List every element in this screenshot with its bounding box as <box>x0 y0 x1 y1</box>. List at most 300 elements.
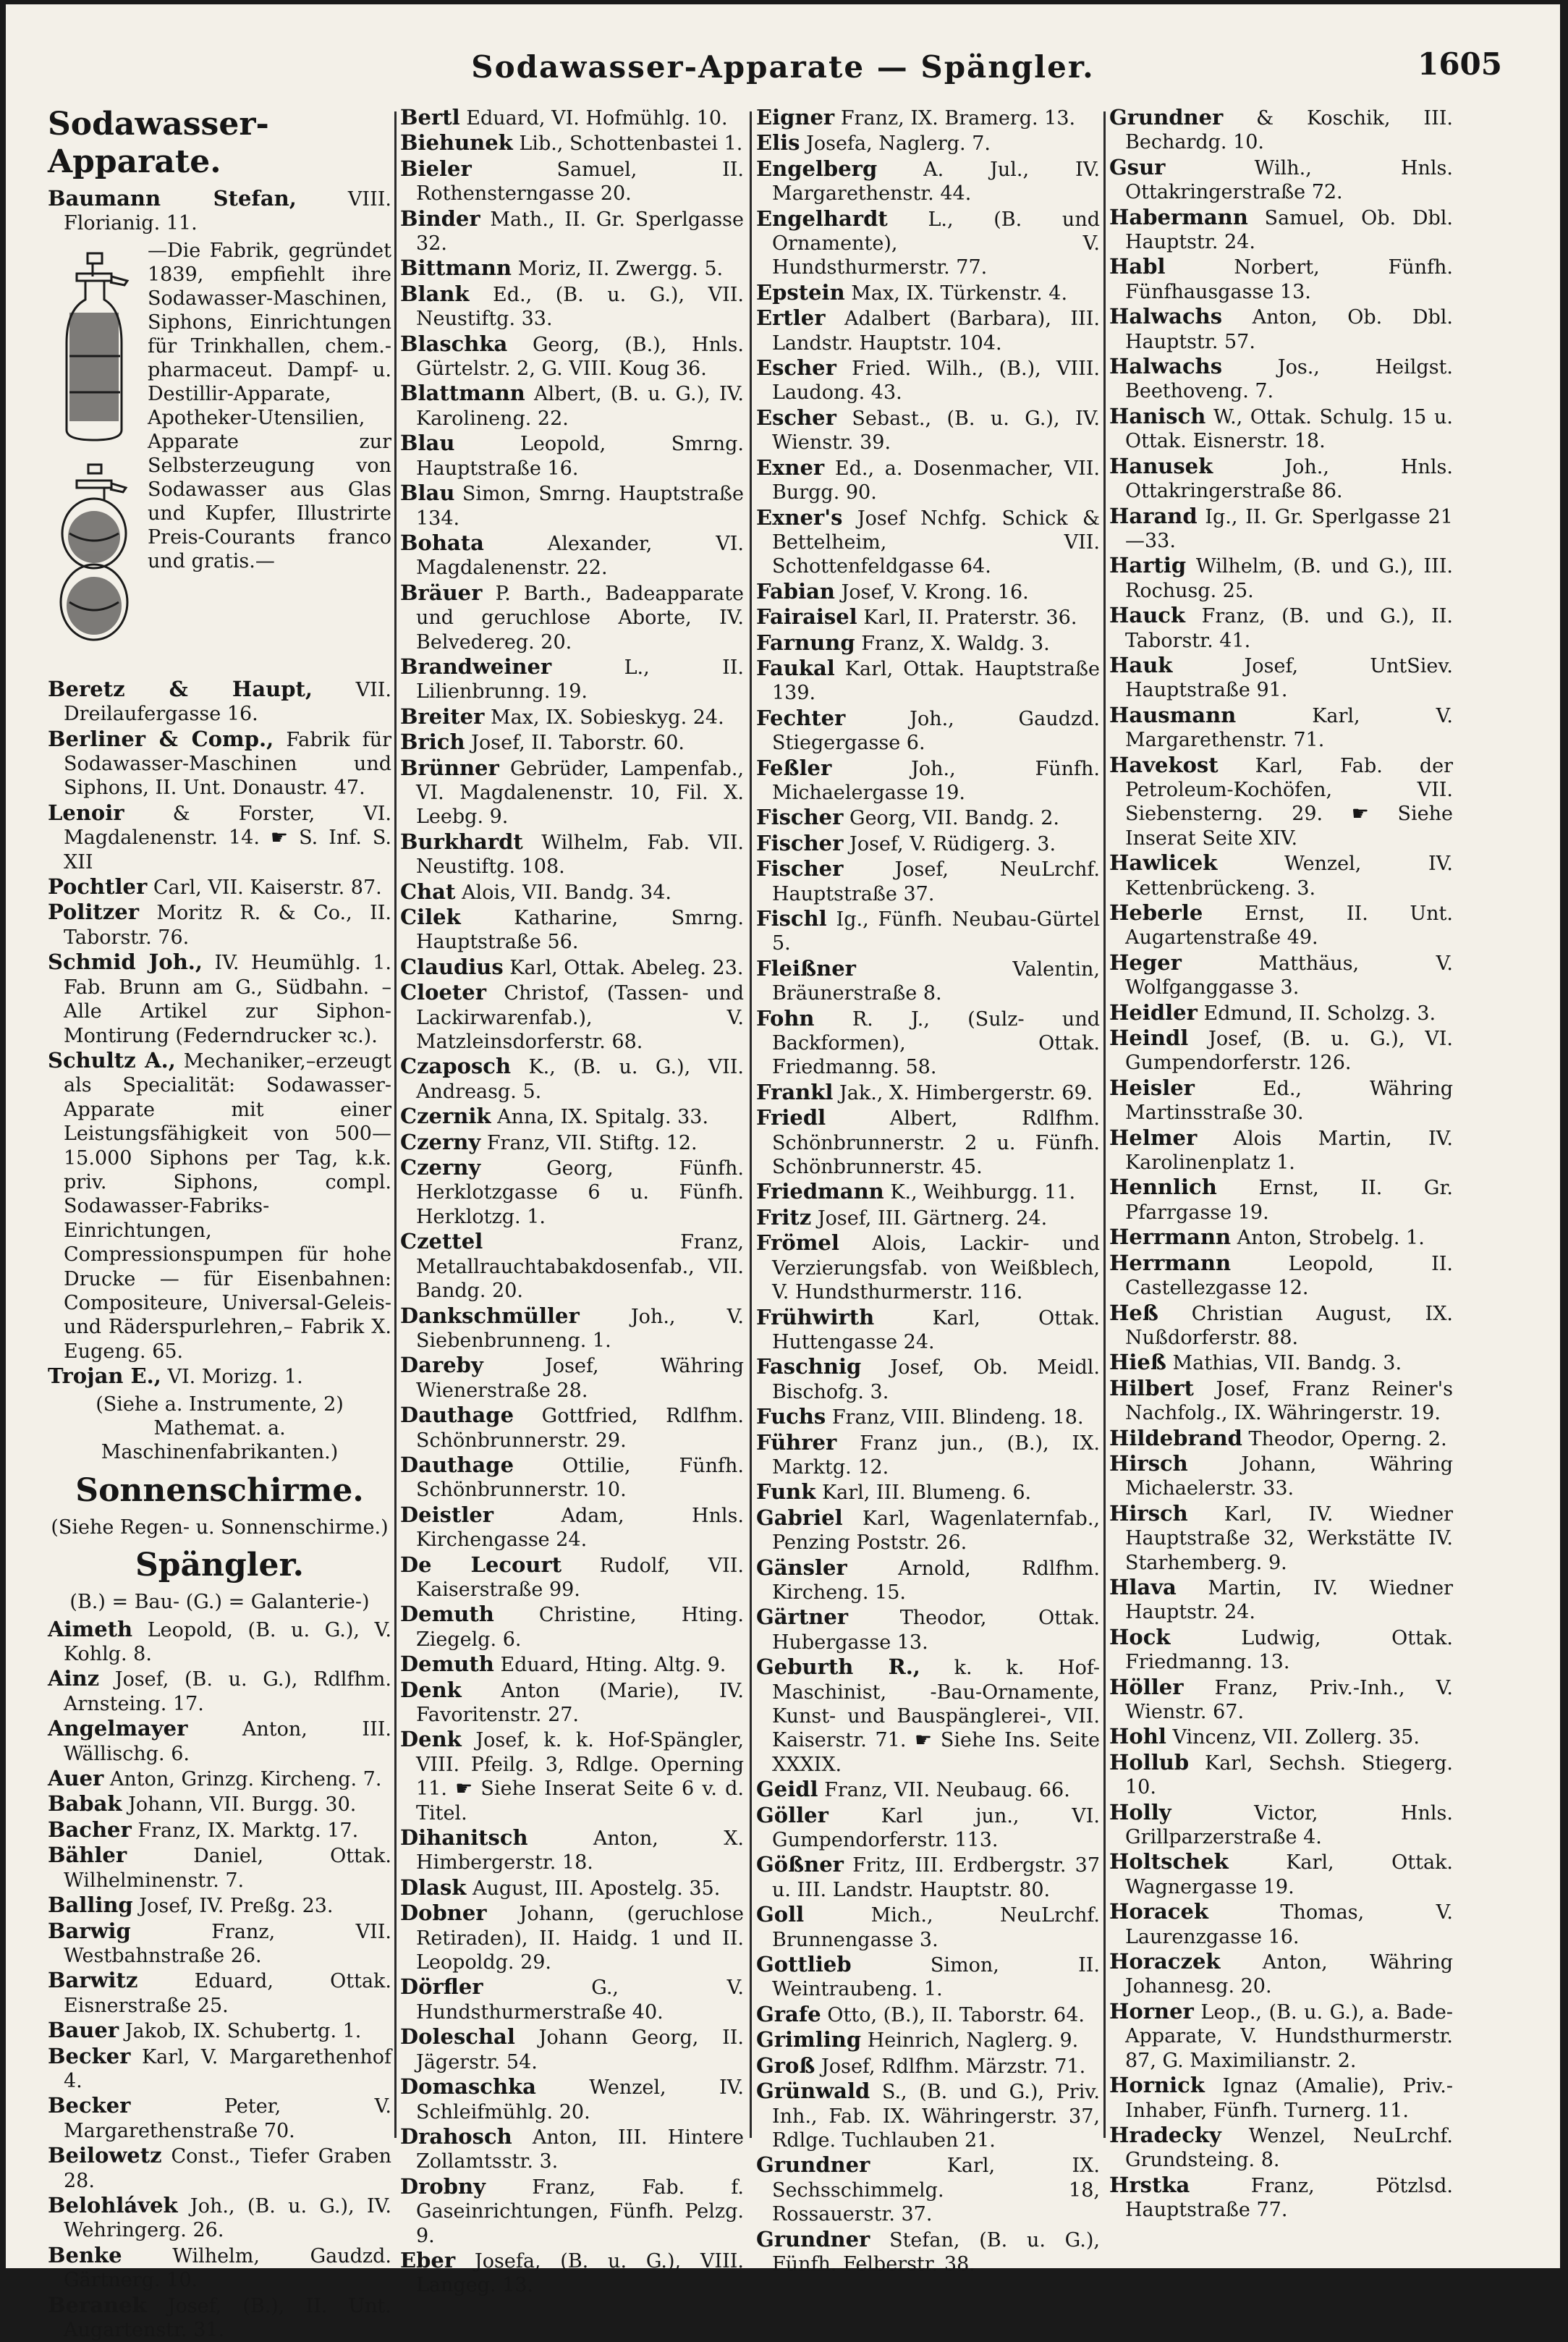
entry-name: Belohlávek <box>48 2192 178 2218</box>
entry-name: Hornick <box>1109 2073 1205 2098</box>
column-rule <box>1103 111 1106 2138</box>
entry-name: Herrmann <box>1109 1225 1232 1250</box>
entry-detail: Georg, (B.), Hnls. Gürtelstr. 2, G. VIII. Koug 36. <box>416 333 744 381</box>
entry <box>1109 554 1453 603</box>
entry <box>1109 1076 1453 1125</box>
entry-name: Hartig <box>1109 553 1187 578</box>
entry-detail: Ig., II. Gr. Sperlgasse 21—33. <box>1125 505 1453 552</box>
entry <box>1109 405 1453 454</box>
entry-detail: Johann, Währing Michaelerstr. 33. <box>1125 1453 1453 1500</box>
entry-detail: W., Ottak. Schulg. 15 u. Ottak. Eisnerstr. 18. <box>1125 405 1453 453</box>
entry-detail: Fritz, III. Erdbergstr. 37 u. III. Landstr. Hauptstr. 80. <box>772 1854 1100 1901</box>
entry <box>1109 2073 1453 2123</box>
entry-detail: Ed., Währing Martinsstraße 30. <box>1125 1077 1453 1125</box>
entry <box>756 1306 1100 1355</box>
entry-name: Herrmann <box>1109 1250 1232 1275</box>
entry-name: Cloeter <box>400 980 487 1005</box>
entry <box>48 2018 391 2043</box>
entry <box>1109 1301 1453 1350</box>
entry-name: Horaczek <box>1109 1949 1221 1974</box>
entry <box>400 1602 744 1652</box>
entry-detail: Karl, Ottak. Hauptstraße 139. <box>772 657 1100 705</box>
entry-name: Geburth R., <box>756 1654 920 1680</box>
entry-detail: Max, IX. Türkenstr. 4. <box>851 282 1068 305</box>
entry-name: Breiter <box>400 703 485 729</box>
entry-name: Chat <box>400 879 456 904</box>
entry <box>48 801 391 874</box>
entry <box>48 2294 391 2342</box>
entry-detail: Wilhelm, Gaudzd. Gärtnerg. 10. <box>64 2244 391 2292</box>
entry-detail: G., V. Hundsthurmerstraße 40. <box>416 1977 744 2024</box>
entry <box>400 581 744 654</box>
entry-detail: K., Weihburgg. 11. <box>890 1181 1076 1204</box>
entry <box>1109 703 1453 753</box>
entry-detail: Karl, IV. Wiedner Hauptstraße 32, Werkstätte IV. Starhemberg. 9. <box>1125 1502 1453 1574</box>
entry <box>1109 1377 1453 1426</box>
entry-detail: A. Jul., IV. Margarethenstr. 44. <box>772 158 1100 206</box>
entry <box>400 955 744 980</box>
entry <box>756 2028 1100 2053</box>
entry-detail: Thomas, V. Laurenzgasse 16. <box>1125 1901 1453 1948</box>
entry-detail: Josef, III. Gärtnerg. 24. <box>817 1206 1048 1230</box>
entry <box>1109 1350 1453 1375</box>
entry <box>1109 851 1453 900</box>
see-also-note: (Siehe Regen- u. Sonnenschirme.) <box>51 1515 389 1539</box>
entry-detail: Samuel, II. Rothensterngasse 20. <box>416 158 744 206</box>
entry <box>756 157 1100 206</box>
entry-name: Bähler <box>48 1843 127 1868</box>
entry-name: Heidler <box>1109 999 1198 1025</box>
entry-detail: Karl jun., VI. Gumpendorferstr. 113. <box>772 1804 1100 1852</box>
entry-name: Bauer <box>48 2018 119 2043</box>
entry <box>400 905 744 955</box>
entry <box>1109 604 1453 653</box>
entry <box>756 1206 1100 1230</box>
entry-name: Ertler <box>756 305 826 331</box>
entry <box>400 1901 744 1974</box>
entry-detail: Leopold, (B. u. G.), V. Kohlg. 8. <box>64 1618 391 1666</box>
entry <box>756 1655 1100 1777</box>
entry-detail: Ed., a. Dosenmacher, VII. Burgg. 90. <box>772 457 1100 504</box>
entry-detail: Albert, (B. u. G.), IV. Karolineng. 22. <box>416 383 744 430</box>
entry-name: Groß <box>756 2053 815 2078</box>
entry-name: Lenoir <box>48 800 124 825</box>
entry-name: Hieß <box>1109 1350 1166 1375</box>
entry-name: Funk <box>756 1479 816 1505</box>
entry-detail: Josef, (B. u. G.), VI. Gumpendorferstr. 126. <box>1125 1028 1453 1075</box>
entry-detail: Joh., Gaudzd. Stiegergasse 6. <box>772 707 1100 755</box>
entry <box>756 1007 1100 1080</box>
entry <box>756 1953 1100 2002</box>
entry-name: Demuth <box>400 1602 494 1627</box>
column-rule <box>750 111 752 2138</box>
entry <box>48 875 391 900</box>
entry <box>756 806 1100 830</box>
advertisement <box>48 239 391 673</box>
entry-detail: Edmund, II. Scholzg. 3. <box>1203 1002 1436 1025</box>
entry <box>400 1403 744 1453</box>
section-heading-sonnenschirme: Sonnenschirme. <box>75 1471 364 1509</box>
entry-detail: Karl, Fab. der Petroleum-Kochöfen, VII. Siebensterng. 29. ☛ Siehe Inserat Seite XIV. <box>1125 754 1453 850</box>
entry-detail: Josef, Rdlfhm. Märzstr. 71. <box>821 2055 1086 2078</box>
entry-name: Halwachs <box>1109 304 1223 329</box>
entry <box>400 655 744 704</box>
entry-name: Benke <box>48 2242 122 2267</box>
entry-detail: Franz, Metallrauchtabakdosenfab., VII. Bandg. 20. <box>416 1231 744 1303</box>
entry <box>756 756 1100 806</box>
entry-detail: Karl, Ottak. Huttengasse 24. <box>772 1306 1100 1353</box>
entry-detail: Gebrüder, Lampenfab., VI. Magdalenenstr. 10, Fil. X. Leebg. 9. <box>416 757 744 829</box>
entry <box>1109 1626 1453 1675</box>
entry-name: Fleißner <box>756 955 856 981</box>
entry-detail: Ludwig, Ottak. Friedmanng. 13. <box>1125 1626 1453 1674</box>
entry-detail: Joh., V. Siebenbrunneng. 1. <box>416 1305 744 1352</box>
entry-detail: Anton, III. Hintere Zollamtsstr. 3. <box>416 2126 744 2173</box>
entry-detail: Wilh., Hnls. Ottakringerstraße 72. <box>1125 156 1453 204</box>
entry <box>1109 951 1453 1000</box>
entry-detail: S., (B. und G.), Priv. Inh., Fab. IX. Währingerstr. 37, Rdlge. Tuchlauben 21. <box>772 2081 1100 2152</box>
entry-detail: Ernst, II. Unt. Augartenstraße 49. <box>1125 902 1453 950</box>
entry-detail: Karl, V. Margarethenstr. 71. <box>1125 704 1453 752</box>
column-rule <box>394 111 397 2138</box>
entry-name: Höller <box>1109 1674 1184 1699</box>
entry <box>1109 1452 1453 1501</box>
entry-detail: Franz, IX. Bramerg. 13. <box>840 107 1076 130</box>
entry <box>1109 1675 1453 1725</box>
entry-detail: Jakob, IX. Schubertg. 1. <box>124 2020 362 2043</box>
entry-detail: Rudolf, VII. Kaiserstraße 99. <box>416 1554 744 1601</box>
abbreviation-note: (B.) = Bau- (G.) = Galanterie-) <box>69 1591 370 1614</box>
entry <box>400 1054 744 1104</box>
entry-detail: Fried. Wilh., (B.), VIII. Laudong. 43. <box>772 358 1100 405</box>
entry <box>400 1304 744 1353</box>
entry-name: Schultz A., <box>48 1047 176 1073</box>
entry <box>48 1792 391 1817</box>
entry-name: De Lecourt <box>400 1552 562 1577</box>
entry-detail: Mechaniker,–erzeugt als Specialität: Sodawasser-Apparate mit einer Leistungsfähigkeit von 500—15.000 Siphons per Tag, k.k. priv. Siphons, compl. Sodawasser-Fabriks-Einrichtungen, Compressionspumpen für hohe Drucke — für Eisenbahnen: Compositeure, Universal-Geleis- und Räderspurlehren,– Fabrik X. Eugeng. 65. <box>64 1049 391 1363</box>
entry <box>756 1506 1100 1555</box>
section-heading-sodawasser: Sodawasser-Apparate. <box>48 106 269 180</box>
entry-name: Dörfler <box>400 1974 483 2000</box>
entry-detail: Lib., Schottenbastei 1. <box>519 132 743 156</box>
entry <box>756 1777 1100 1802</box>
entry-detail: Simon, Smrng. Hauptstraße 134. <box>416 483 744 530</box>
entry <box>48 1364 391 1389</box>
entry-name: Blaschka <box>400 331 508 356</box>
entry <box>48 1969 391 2018</box>
entry <box>756 2079 1100 2152</box>
entry <box>400 106 744 130</box>
entry-name: Denk <box>400 1677 462 1702</box>
entry <box>756 605 1100 630</box>
entry <box>400 332 744 381</box>
entry <box>756 1081 1100 1105</box>
entry-name: Eber <box>400 2247 456 2273</box>
entry-detail: Sebast., (B. u. G.), IV. Wienstr. 39. <box>772 407 1100 455</box>
entry <box>1109 1001 1453 1026</box>
entry-name: Hawlicek <box>1109 850 1218 876</box>
entry <box>400 880 744 905</box>
entry-name: Cilek <box>400 905 461 929</box>
entry <box>756 1556 1100 1605</box>
entry-name: Farnung <box>756 630 855 655</box>
entry <box>1109 455 1453 504</box>
entry <box>48 2144 391 2193</box>
entry-name: Politzer <box>48 900 139 925</box>
entry-name: Fuchs <box>756 1404 826 1429</box>
entry-name: Blau <box>400 481 455 506</box>
entry-name: Czaposch <box>400 1054 512 1079</box>
entry-detail: Karl, II. Praterstr. 36. <box>863 606 1077 630</box>
entry <box>1109 156 1453 205</box>
entry <box>48 1843 391 1893</box>
entry <box>1109 206 1453 255</box>
entry <box>1109 504 1453 554</box>
entry-name: Grundner <box>756 2152 870 2178</box>
entry-name: Becker <box>48 2043 131 2068</box>
entry-name: Dareby <box>400 1353 483 1378</box>
page-number: 1605 <box>1417 46 1502 82</box>
entry <box>756 1804 1100 1853</box>
entry-name: Bieler <box>400 156 472 181</box>
entry <box>48 187 391 236</box>
entry-name: Czernik <box>400 1104 491 1129</box>
column-2 <box>400 105 744 2297</box>
entry-detail: Josef, V. Rüdigerg. 3. <box>849 832 1056 855</box>
entry-detail: Anton, Strobelg. 1. <box>1237 1227 1425 1250</box>
entry-name: Fechter <box>756 705 846 730</box>
entry-name: Hollub <box>1109 1749 1190 1775</box>
entry-name: Czerny <box>400 1155 481 1180</box>
entry-name: Gänsler <box>756 1555 847 1580</box>
entry <box>1109 1850 1453 1899</box>
entry-name: Horner <box>1109 1998 1194 2024</box>
entry-name: Gärtner <box>756 1605 849 1630</box>
entry-detail: Jak., X. Himbergerstr. 69. <box>839 1081 1093 1104</box>
entry <box>756 106 1100 130</box>
entry-detail: Josef, k. k. Hof-Spängler, VIII. Pfeilg. 3, Rdlge. Operning 11. ☛ Siehe Inserat Seite 6 v. d. Titel. <box>416 1729 744 1825</box>
entry <box>400 1104 744 1129</box>
entry-name: Demuth <box>400 1652 494 1677</box>
entry-detail: Otto, (B.), II. Taborstr. 64. <box>827 2003 1085 2026</box>
entry-name: Ainz <box>48 1666 100 1691</box>
entry-name: Hirsch <box>1109 1450 1188 1476</box>
entry-name: Exner's <box>756 504 843 530</box>
entry-name: Fritz <box>756 1204 812 1230</box>
entry <box>48 1618 391 1667</box>
entry <box>400 207 744 256</box>
entry-name: Habl <box>1109 254 1166 279</box>
entry-detail: Gottfried, Rdlfhm. Schönbrunnerstr. 29. <box>416 1405 744 1452</box>
entry <box>756 2003 1100 2027</box>
entry-name: Deistler <box>400 1502 494 1527</box>
entry-detail: Alois, VII. Bandg. 34. <box>461 881 671 904</box>
entry-detail: Christof, (Tassen- und Lackirwarenfab.), V. Matzleinsdorferstr. 68. <box>416 982 744 1054</box>
entry <box>48 900 391 950</box>
entry-name: Hlava <box>1109 1574 1177 1599</box>
entry <box>756 631 1100 656</box>
entry-detail: Franz jun., (B.), IX. Marktg. 12. <box>772 1432 1100 1479</box>
entry-name: Dobner <box>400 1901 487 1926</box>
entry-name: Helmer <box>1109 1125 1198 1150</box>
entry-name: Grundner <box>756 2226 870 2252</box>
entry-name: Fischer <box>756 805 844 830</box>
entry <box>756 1231 1100 1304</box>
entry-detail: Wenzel, IV. Schleifmühlg. 20. <box>416 2076 744 2123</box>
entry <box>400 1826 744 1875</box>
entry-detail: Mathias, VII. Bandg. 3. <box>1172 1352 1402 1375</box>
entry <box>400 830 744 879</box>
entry-name: Holtschek <box>1109 1849 1229 1874</box>
entry <box>48 2094 391 2143</box>
entry-detail: Ottilie, Fünfh. Schönbrunnerstr. 10. <box>416 1454 744 1502</box>
entry <box>756 957 1100 1006</box>
entry <box>756 1355 1100 1404</box>
entry-detail: P. Barth., Badeapparate und geruchlose Aborte, IV. Belvedereg. 20. <box>416 582 744 654</box>
entry-name: Berliner & Comp., <box>48 726 274 751</box>
entry <box>756 2054 1100 2079</box>
entry-detail: Anton, Ob. Dbl. Hauptstr. 57. <box>1125 306 1453 353</box>
entry-detail: Eduard, VI. Hofmühlg. 10. <box>466 107 728 130</box>
entry-name: Blank <box>400 281 470 306</box>
entry-detail: Alois Martin, IV. Karolinenplatz 1. <box>1125 1127 1453 1175</box>
entry <box>400 1678 744 1728</box>
entry <box>756 857 1100 906</box>
entry <box>48 2194 391 2243</box>
entry <box>400 1728 744 1825</box>
entry <box>1109 1126 1453 1175</box>
entry-detail: Vincenz, VII. Zollerg. 35. <box>1172 1726 1420 1749</box>
entry-detail: Franz, Pötzlsd. Hauptstraße 77. <box>1125 2174 1453 2222</box>
running-head: Sodawasser-Apparate — Spängler. <box>471 49 1095 85</box>
entry <box>756 706 1100 756</box>
entry <box>400 1156 744 1229</box>
entry-detail: Franz, VII. Neubaug. 66. <box>824 1779 1070 1802</box>
entry-name: Havekost <box>1109 752 1219 777</box>
entry-detail: Josef, V. Krong. 16. <box>841 580 1029 604</box>
entry <box>400 2125 744 2174</box>
entry-detail: Franz, Fab. f. Gaseinrichtungen, Fünfh. Pelzg. 9. <box>416 2176 744 2247</box>
entry-name: Göller <box>756 1802 829 1827</box>
entry-detail: Karl, Sechsh. Stiegerg. 10. <box>1125 1751 1453 1799</box>
entry-detail: Franz, X. Waldg. 3. <box>861 632 1050 655</box>
entry-name: Bräuer <box>400 580 483 605</box>
entry-detail: Ig., Fünfh. Neubau-Gürtel 5. <box>772 908 1100 955</box>
entry-detail: Ernst, II. Gr. Pfarrgasse 19. <box>1125 1177 1453 1224</box>
entry-name: Dihanitsch <box>400 1825 528 1851</box>
entry <box>48 727 391 800</box>
entry-detail: Moriz, II. Zwergg. 5. <box>517 258 724 281</box>
entry-name: Blau <box>400 431 455 456</box>
entry <box>756 1480 1100 1505</box>
entry-detail: Franz, VIII. Blindeng. 18. <box>831 1406 1084 1429</box>
entry-name: Hanusek <box>1109 453 1213 478</box>
entry <box>400 705 744 730</box>
entry <box>756 1853 1100 1902</box>
entry-name: Babak <box>48 1791 122 1817</box>
entry-detail: Eduard, Hting. Altg. 9. <box>500 1654 726 1677</box>
entry <box>1109 305 1453 354</box>
entry <box>1109 2173 1453 2223</box>
entry-name: Barwitz <box>48 1968 138 1993</box>
entry <box>48 1818 391 1843</box>
entry <box>1109 2123 1453 2173</box>
entry <box>756 1903 1100 1952</box>
entry-name: Grafe <box>756 2001 821 2026</box>
entry-name: Grimling <box>756 2027 862 2053</box>
entry-detail: August, III. Apostelg. 35. <box>472 1877 721 1900</box>
entry <box>756 1431 1100 1480</box>
entry-name: Frömel <box>756 1230 839 1256</box>
entry-detail: VIII. Florianig. 11. <box>64 188 391 235</box>
entry <box>1109 1225 1453 1250</box>
entry-detail: Adam, Hnls. Kirchengasse 24. <box>416 1504 744 1552</box>
entry <box>1109 1900 1453 1949</box>
entry-name: Grundner <box>1109 105 1224 130</box>
entry-name: Faschnig <box>756 1354 862 1379</box>
entry-detail: Johann, (geruchlose Retiraden), II. Haidg. 1 und II. Leopoldg. 29. <box>416 1903 744 1974</box>
entry <box>1109 1801 1453 1850</box>
entry-detail: Simon, II. Weintraubeng. 1. <box>772 1954 1100 2001</box>
entry <box>1109 355 1453 404</box>
entry-name: Trojan E., <box>48 1364 161 1389</box>
entry-detail: k. k. Hof-Maschinist, -Bau-Ornamente, Kunst- und Bauspänglerei-, VII. Kaiserstr. 71. ☛ Siehe Ins. Seite XXXIX. <box>772 1657 1100 1776</box>
entry <box>400 1652 744 1677</box>
entry <box>1109 106 1453 155</box>
entry-name: Grünwald <box>756 2079 870 2104</box>
entry-detail: Wenzel, NeuLrchf. Grundsteing. 8. <box>1125 2124 1453 2172</box>
entry <box>400 1503 744 1552</box>
entry-name: Hausmann <box>1109 702 1237 727</box>
entry-detail: Josef, Währing Wienerstraße 28. <box>416 1355 744 1402</box>
entry-name: Brandweiner <box>400 654 552 679</box>
entry-name: Heß <box>1109 1300 1158 1325</box>
entry-name: Baumann Stefan, <box>48 186 297 211</box>
entry-name: Escher <box>756 405 836 430</box>
entry-detail: L., (B. und Ornamente), V. Hundsthurmerstr. 77. <box>772 208 1100 279</box>
entry-list <box>756 106 1100 2276</box>
entry-detail: Katharine, Smrng. Hauptstraße 56. <box>416 907 744 954</box>
entry-name: Friedmann <box>756 1179 884 1204</box>
entry-name: Engelhardt <box>756 206 888 231</box>
entry-detail: K., (B. u. G.), VII. Andreasg. 5. <box>416 1056 744 1103</box>
entry-detail: VI. Morizg. 1. <box>167 1366 303 1389</box>
entry-name: Dauthage <box>400 1403 514 1428</box>
entry <box>756 456 1100 505</box>
entry <box>400 981 744 1054</box>
entry-detail: Alois, Lackir- und Verzierungsfab. von Weißblech, V. Hundsthurmerstr. 116. <box>772 1233 1100 1304</box>
entry-detail: Leopold, II. Castellezgasse 12. <box>1125 1252 1453 1300</box>
entry-detail: Karl, Ottak. Abeleg. 23. <box>509 956 744 979</box>
entry <box>48 950 391 1048</box>
entry-detail: Franz, IX. Marktg. 17. <box>137 1819 359 1842</box>
entry-name: Harand <box>1109 503 1198 528</box>
entry-name: Frankl <box>756 1079 834 1104</box>
entry-name: Hrstka <box>1109 2172 1190 2197</box>
entry-detail: Josef, (B.), II. Unt. Augartenstr. 31. <box>64 2294 391 2341</box>
entry-detail: Anton (Marie), IV. Favoritenstr. 27. <box>416 1679 744 1726</box>
entry <box>400 1975 744 2024</box>
entry <box>756 207 1100 280</box>
entry <box>48 2045 391 2094</box>
entry-detail: Josef, NeuLrchf. Hauptstraße 37. <box>772 858 1100 905</box>
entry-detail: Josefa, (B. u. G.), VIII. Langeg. 13. <box>416 2249 744 2297</box>
entry-detail: Adalbert (Barbara), III. Landstr. Hauptstr. 104. <box>772 308 1100 355</box>
entry <box>400 1230 744 1303</box>
entry <box>400 1876 744 1901</box>
entry-detail: Mich., NeuLrchf. Brunnengasse 3. <box>772 1904 1100 1951</box>
entry-detail: Alexander, VI. Magdalenenstr. 22. <box>416 532 744 580</box>
